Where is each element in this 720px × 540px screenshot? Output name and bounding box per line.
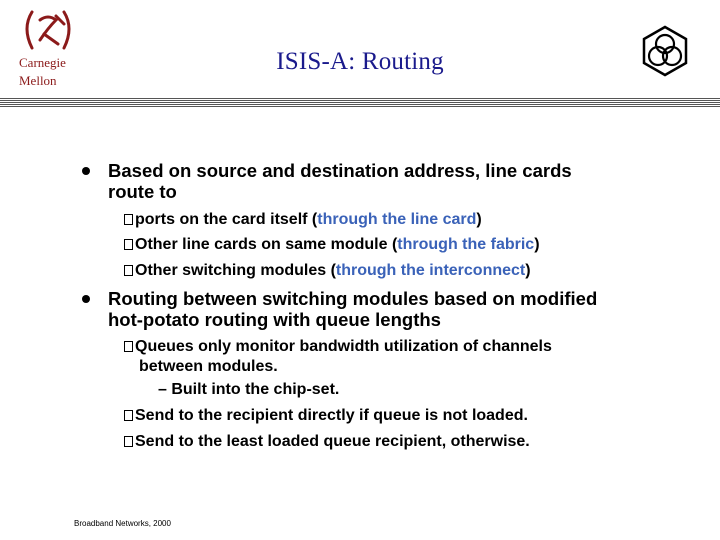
sub-item-2-1 [124,337,552,377]
filled-circle-bullet-icon [82,295,90,303]
bullet-1-text [108,160,572,202]
bullet-2-text [108,288,597,330]
sub-item-1-3 [124,261,531,281]
sub-item-text-end: ) [525,262,531,279]
sub-item-1-2 [124,235,540,255]
bullet-2-line2: hot-potato routing with queue lengths [108,309,441,330]
hollow-square-bullet-icon [124,341,133,352]
sub-item-2-3 [124,432,530,452]
sub-item-text-end: ) [534,236,540,253]
bullet-2-line1: Routing between switching modules based on modified [108,288,598,309]
sub-item-line1: Queues only monitor bandwidth utilization of channels [135,338,552,355]
sub-item-2-2 [124,406,528,426]
sub-item-line2: between modules. [139,358,278,375]
hollow-square-bullet-icon [124,410,133,421]
sub-item-highlight: through the line card [317,211,477,228]
sub-item-highlight: through the interconnect [335,262,526,279]
dash-item-text: – Built into the chip-set. [158,381,340,398]
sub-item-text: Send to the recipient directly if queue is not loaded. [135,407,528,424]
sub-item-2-dash [158,380,339,400]
sub-item-text: ports on the card itself ( [135,211,318,228]
bullet-1-line2: route to [108,181,177,202]
hollow-square-bullet-icon [124,214,133,225]
sub-item-text: Send to the least loaded queue recipient, otherwise. [135,433,530,450]
org-name-line1: Carnegie [19,55,66,70]
sub-item-1-1 [124,210,482,230]
sub-item-text: Other line cards on same module ( [135,236,398,253]
page-title: ISIS-A: Routing [276,48,444,75]
sub-item-highlight: through the fabric [397,236,535,253]
org-name-line2: Mellon [19,73,57,88]
footer-text: Broadband Networks, 2000 [74,519,171,528]
sub-item-text-end: ) [476,211,482,228]
hollow-square-bullet-icon [124,265,133,276]
sub-item-text: Other switching modules ( [135,262,336,279]
hollow-square-bullet-icon [124,436,133,447]
hollow-square-bullet-icon [124,239,133,250]
bullet-1-line1: Based on source and destination address, line cards [108,160,572,181]
filled-circle-bullet-icon [82,167,90,175]
